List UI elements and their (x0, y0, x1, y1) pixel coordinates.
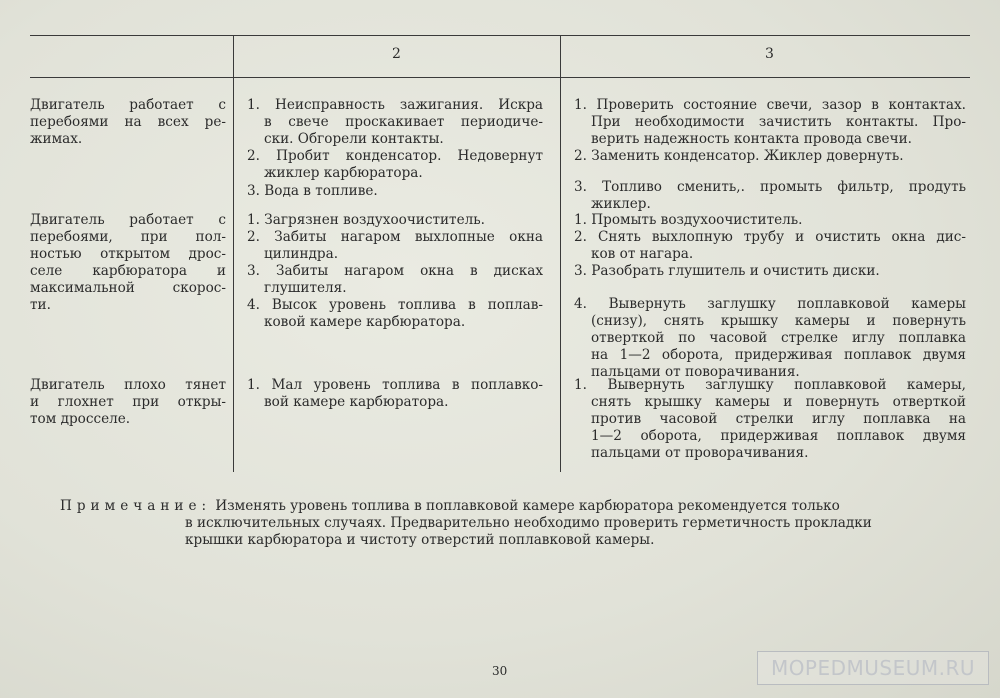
table-top-rule (30, 35, 970, 36)
row-3-causes: 1. Мал уровень топлива в поплавко- вой камере карбюратора. (247, 377, 543, 410)
note-block (60, 498, 960, 515)
row-1-causes: 1. Неисправность зажигания. Искра в свече проскакивает периодиче- ски. Обгорели контакты. 2. Пробит конденсатор. Недовернут жиклер карбюратора. 3. Вода в топливе. (247, 97, 543, 199)
column-divider-2 (560, 36, 561, 472)
row-2-remedies: 1. Промыть воздухоочиститель. 2. Снять выхлопную трубу и очистить окна дис- ков от нагара. 3. Разобрать глушитель и очистить диски. 4. Вывернуть заглушку поплавковой камеры (снизу), снять крышку камеры и повернуть отверткой по часовой стрелке иглу поплавка на 1—2 оборота, придерживая поплавок двумя пальцами от поворачивания. (574, 212, 966, 380)
row-2-causes: 1. Загрязнен воздухоочиститель. 2. Забиты нагаром выхлопные окна цилиндра. 3. Забиты нагаром окна в дисках глушителя. 4. Высок уровень топлива в поплав- ковой камере карбюратора. (247, 212, 543, 330)
page-number: 30 (492, 664, 508, 678)
column-2-header: 2 (392, 46, 401, 62)
note-line-1: Изменять уровень топлива в поплавковой камере карбюратора рекомендуется только (215, 498, 840, 514)
note-line-3: крышки карбюратора и чистоту отверстий поплавковой камеры. (185, 532, 655, 548)
row-1-remedies: 1. Проверить состояние свечи, зазор в контактах. При необходимости зачистить контакты. Про- верить надежность контакта провода свечи. 2. Заменить конденсатор. Жиклер довернуть. 3. Топливо сменить,. промыть фильтр, продуть жиклер. (574, 97, 966, 212)
note-line-2: в исключительных случаях. Предварительно необходимо проверить герметичность прокладки (185, 515, 872, 531)
row-1-symptom: Двигатель работает с перебоями на всех ре- жимах. (30, 97, 226, 147)
row-3-symptom: Двигатель плохо тянет и глохнет при откры- том дросселе. (30, 377, 226, 427)
note-label: Примечание: (60, 498, 212, 514)
row-3-remedies: 1. Вывернуть заглушку поплавковой камеры, снять крышку камеры и повернуть отверткой против часовой стрелки иглу поплавка на 1—2 оборота, придерживая поплавок двумя пальцами от проворачивания. (574, 377, 966, 461)
watermark-logo: MOPEDMUSEUM.RU (757, 651, 989, 685)
column-divider-1 (233, 36, 234, 472)
column-3-header: 3 (765, 46, 774, 62)
header-bottom-rule (30, 77, 970, 78)
row-2-symptom: Двигатель работает с перебоями, при пол- ностью открытом дрос- селе карбюратора и максимальной скорос- ти. (30, 212, 226, 313)
